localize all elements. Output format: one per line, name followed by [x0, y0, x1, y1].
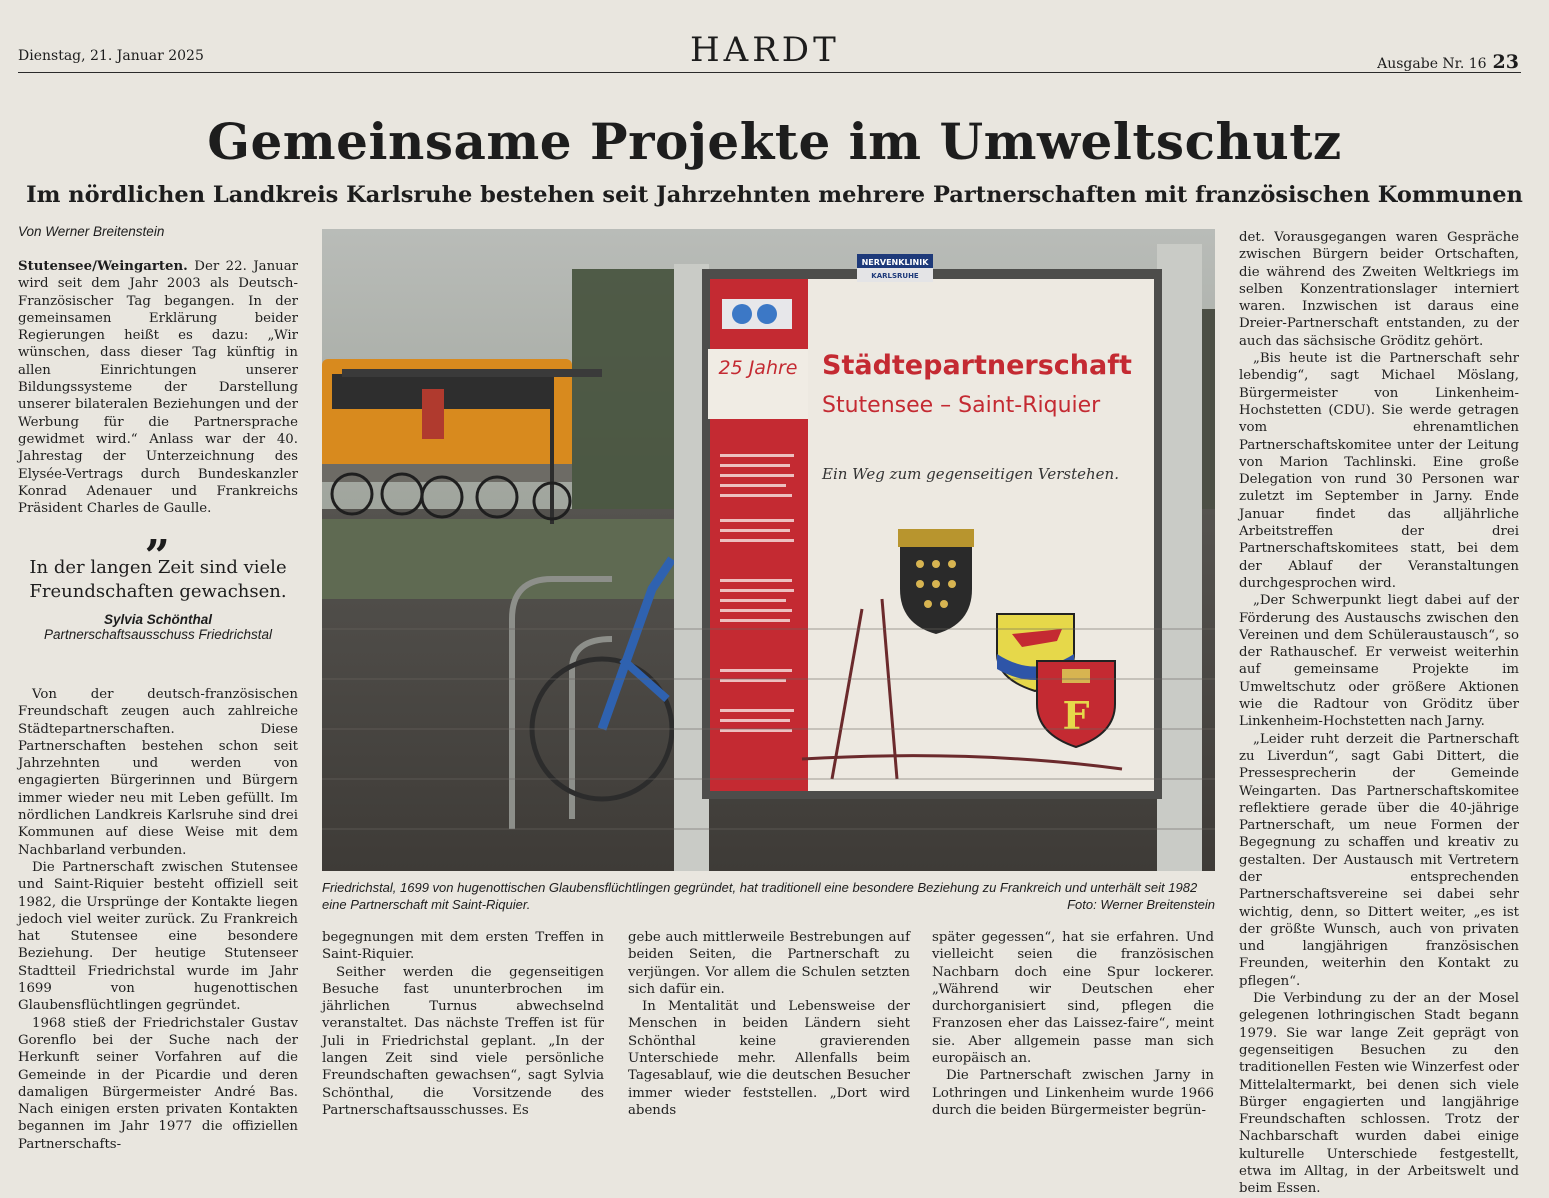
paragraph: „Der Schwerpunkt liegt dabei auf der Förderung des Austauschs zwischen den Vereinen und dem Schüleraustausch“, so der Rathauschef. Er verweist weiterhin auf gemeinsame Projekte im Umweltschutz oder größere Aktionen wie die Radtour von Gröditz über Linkenheim-Hochstetten nach Jarny. — [1239, 593, 1519, 730]
sign-years: 25 Jahre — [718, 357, 798, 379]
paragraph: Seither werden die gegenseitigen Besuche fast ununterbrochen im jährlichen Turnus abwechselnd veranstaltet. Das nächste Treffen ist für Juli in Friedrichstal geplant. „In der langen Zeit sind viele persönliche Freundschaften gewachsen“, sagt Sylvia Schönthal, die Vorsitzende des Partnerschaftsausschusses. Es — [322, 964, 604, 1118]
article-photo — [322, 229, 1215, 871]
lead-text: Der 22. Januar wird seit dem Jahr 2003 als Deutsch-Französischer Tag begangen. In der gemeinsamen Erklärung beider Regierungen heißt es dazu: „Wir wünschen, dass dieser Tag künftig in allen Einrichtungen unserer Bildungssysteme der Darstellung unserer bilateralen Beziehungen und der Werbung für die Partnersprache gewidmet wird.“ Anlass war der 40. Jahrestag der Unterzeichnung des Elysée-Vertrags durch Bundeskanzler Konrad Adenauer und Frankreichs Präsident Charles de Gaulle. — [18, 259, 298, 517]
caption-text: Friedrichstal, 1699 von hugenottischen Glaubensflüchtlingen gegründet, hat traditionell eine besondere Beziehung zu Frankreich und unterhält seit 1982 eine Partnerschaft mit Saint-Riquier. — [322, 880, 1198, 912]
masthead-rule — [18, 72, 1521, 73]
column-2 — [322, 929, 604, 1119]
byline: Von Werner Breitenstein — [18, 224, 165, 239]
column-1-bottom — [18, 686, 298, 1153]
issue-date: Dienstag, 21. Januar 2025 — [18, 48, 204, 64]
sign-subtitle: Stutensee – Saint-Riquier — [822, 393, 1101, 418]
issue-info — [1377, 51, 1519, 73]
paragraph: „Bis heute ist die Partnerschaft sehr lebendig“, sagt Michael Möslang, Bürgermeister von Linkenheim-Hochstetten (CDU). Sie werde getragen vom ehrenamtlichen Partnerschaftskomitee unter der Leitung von Marion Tachlinski. Eine große Delegation von rund 30 Personen war zuletzt im September in Jarny. Ende Januar findet das alljährliche Arbeitstreffen der drei Partnerschaftskomitees statt, bei dem der Ablauf der Veranstaltungen durchgesprochen wird. — [1239, 351, 1519, 591]
sign-crest-letter: F — [1062, 693, 1090, 738]
quote-text: In der langen Zeit sind viele Freundschaften gewachsen. — [29, 557, 287, 602]
sign-motto: Ein Weg zum gegenseitigen Verstehen. — [822, 465, 1119, 483]
sign-title: Städtepartnerschaft — [822, 350, 1132, 381]
photo-illustration — [322, 229, 1215, 871]
section-title: HARDT — [690, 30, 840, 70]
photo-credit: Foto: Werner Breitenstein — [1067, 897, 1215, 912]
paragraph: Die Partnerschaft zwischen Stutensee und Saint-Riquier besteht offiziell seit 1982, die Ursprünge der Kontakte liegen jedoch viel weiter zurück. Zu Frankreich hat Stutensee eine besondere Beziehung. Der heutige Stutenseer Stadtteil Friedrichstal wurde im Jahr 1699 von hugenottischen Glaubensflüchtlingen gegründet. — [18, 859, 298, 1014]
sign-clinic-city: KARLSRUHE — [871, 272, 919, 280]
column-5 — [1239, 229, 1519, 1198]
paragraph: Von der deutsch-französischen Freundschaft zeugen auch zahlreiche Städtepartnerschaften. Diese Partnerschaften bestehen schon seit Jahrzehnten und werden von engagierten Bürgerinnen und Bürgern immer wieder neu mit Leben gefüllt. Im nördlichen Landkreis Karlsruhe sind drei Kommunen auf diese Weise mit dem Nachbarland verbunden. — [18, 687, 298, 858]
paragraph: In Mentalität und Lebensweise der Menschen in beiden Ländern sieht Schönthal keine gravierenden Unterschiede mehr. Allenfalls beim Tagesablauf, wie die deutschen Besucher immer wieder feststellen. „Dort wird abends — [628, 999, 910, 1118]
pull-quote — [18, 506, 298, 642]
quote-mark-icon: „ — [145, 506, 171, 557]
dateline: Stutensee/Weingarten. — [18, 259, 188, 274]
paragraph: Die Verbindung zu der an der Mosel gelegenen lothringischen Stadt begann 1979. Sie war lange Zeit geprägt von gegenseitigen Besuchen zu den traditionellen Festen wie Winzerfest oder Mittelaltermarkt, bei denen sich viele Bürger engagierten und langjährige Freundschaften schlossen. Trotz der Nachbarschaft wurden dabei einige kulturelle Unterschiede festgestellt, etwa im Alltag, in der Arbeitswelt und beim Essen. — [1239, 991, 1519, 1197]
paragraph: det. Vorausgegangen waren Gespräche zwischen Bürgern beider Ortschaften, die während des Zweiten Weltkriegs im selben Konzentrationslager interniert waren. Inzwischen ist daraus eine Dreier-Partnerschaft entstanden, zu der auch das sächsische Gröditz gehört. — [1239, 230, 1519, 349]
paragraph: 1968 stieß der Friedrichstaler Gustav Gorenflo bei der Suche nach der Herkunft seiner Vorfahren auf die Gemeinde in der Picardie und deren damaligen Bürgermeister André Bas. Nach einigen ersten privaten Kontakten begannen im Jahr 1977 die offiziellen Partnerschafts- — [18, 1015, 298, 1152]
page-number: 23 — [1492, 51, 1519, 73]
headline: Gemeinsame Projekte im Umweltschutz — [207, 112, 1342, 171]
column-1-top — [18, 258, 298, 517]
paragraph: Die Partnerschaft zwischen Jarny in Lothringen und Linkenheim wurde 1966 durch die beiden Bürgermeister begrün- — [932, 1068, 1214, 1118]
column-3 — [628, 929, 910, 1119]
column-4 — [932, 929, 1214, 1119]
photo-caption — [322, 879, 1215, 913]
paragraph: gebe auch mittlerweile Bestrebungen auf beiden Seiten, die Partnerschaft zu verjüngen. Vor allem die Schulen setzten sich dafür ein. — [628, 930, 910, 997]
paragraph: begegnungen mit dem ersten Treffen in Saint-Riquier. — [322, 930, 604, 963]
issue-number: Ausgabe Nr. 16 — [1377, 56, 1487, 72]
quote-author: Sylvia Schönthal — [103, 612, 213, 627]
lead-paragraph — [18, 258, 298, 517]
subheadline: Im nördlichen Landkreis Karlsruhe bestehen seit Jahrzehnten mehrere Partnerschaften mit französischen Kommunen — [26, 182, 1523, 208]
paragraph: später gegessen“, hat sie erfahren. Und vielleicht seien die französischen Nachbarn doch eine Spur lockerer. „Während wir Deutschen eher durchorganisiert sind, pflegen die Franzosen eher das Laissez-faire“, meint sie. Aber allgemein passe man sich europäisch an. — [932, 930, 1214, 1067]
paragraph: „Leider ruht derzeit die Partnerschaft zu Liverdun“, sagt Gabi Dittert, die Pressesprecherin der Gemeinde Weingarten. Das Partnerschaftskomitee reflektiere gerade über die 40-jährige Partnerschaft, um neue Formen der Begegnung zu schaffen und kreativ zu gestalten. Der Austausch mit Vertretern der entsprechenden Partnerschaftsvereine sei dabei sehr wichtig, denn, so Dittert weiter, „es ist der größte Wunsch, auch von privaten und langjährigen französischen Freunden, weiterhin den Kontakt zu pflegen“. — [1239, 731, 1519, 989]
sign-clinic-name: NERVENKLINIK — [861, 258, 929, 267]
quote-author-role: Partnerschaftsausschuss Friedrichstal — [43, 627, 273, 642]
